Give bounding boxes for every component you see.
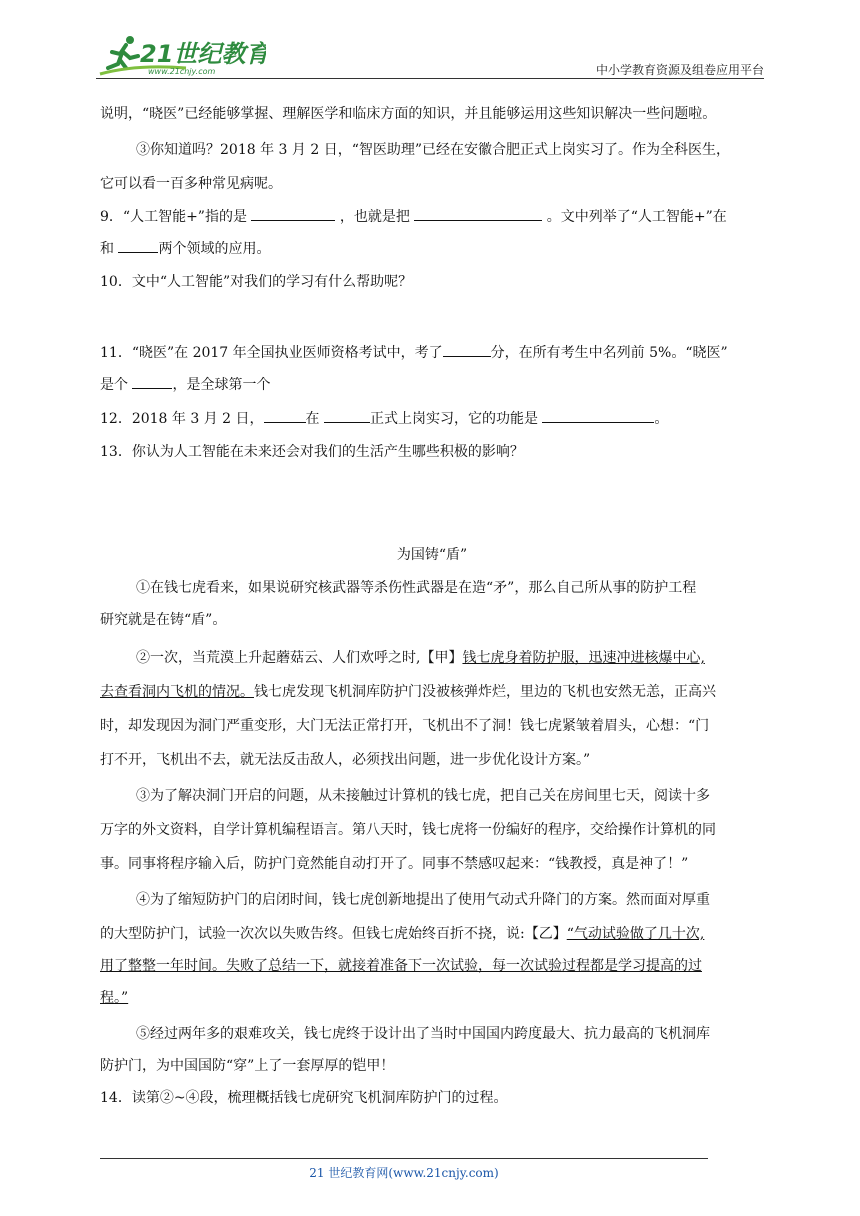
logo-text: 21世纪教育	[140, 40, 266, 68]
paragraph-line: 时，却发现因为洞门严重变形，大门无法正常打开，飞机出不了洞！钱七虎紧皱着眉头，心想：“门	[100, 718, 710, 734]
platform-name: 中小学教育资源及组卷应用平台	[595, 63, 764, 77]
page-header	[96, 34, 764, 80]
underlined-sentence-jia: 去查看洞内飞机的情况。	[100, 684, 254, 700]
question-9	[100, 206, 727, 227]
q9-text-b: ，也就是把	[339, 209, 410, 225]
paragraph-line: 研究就是在铸“盾”。	[100, 612, 227, 628]
q11-text-b: 分，在所有考生中名列前 5%。“晓医”	[490, 345, 728, 361]
paragraph-line	[100, 924, 704, 944]
runner-logo-icon	[96, 34, 266, 80]
footer-divider	[100, 1158, 708, 1159]
answer-blank[interactable]	[414, 206, 542, 221]
q9-text-a: 9．“人工智能+”指的是	[100, 209, 247, 225]
question-14: 14．读第②~④段，梳理概括钱七虎研究飞机洞库防护门的过程。	[100, 1090, 508, 1106]
question-11-cont	[100, 374, 270, 395]
paragraph-line	[100, 988, 128, 1008]
answer-blank[interactable]	[324, 408, 370, 423]
question-9-cont	[100, 238, 270, 259]
text-segment: 的大型防护门，试验一次次以失败告终。但钱七虎始终百折不挠，说:【乙】	[100, 926, 567, 942]
answer-blank[interactable]	[118, 238, 158, 253]
header-divider	[96, 78, 764, 79]
q9-text-c: 。文中列举了“人工智能+”在	[546, 209, 727, 225]
page-footer: 21 世纪教育网(www.21cnjy.com)	[309, 1166, 499, 1180]
q11-text-c: 是个	[100, 377, 128, 393]
question-10: 10．文中“人工智能”对我们的学习有什么帮助呢？	[100, 274, 413, 290]
answer-blank[interactable]	[443, 342, 491, 357]
paragraph-line: ①在钱七虎看来，如果说研究核武器等杀伤性武器是在造“矛”，那么自己所从事的防护工程	[136, 580, 697, 596]
paragraph-line: ③为了解决洞门开启的问题，从未接触过计算机的钱七虎，把自己关在房间里七天，阅读十多	[136, 788, 710, 804]
q12-text-c: 正式上岗实习，它的功能是	[369, 411, 538, 427]
question-13: 13．你认为人工智能在未来还会对我们的生活产生哪些积极的影响？	[100, 444, 524, 460]
paragraph-line: 防护门，为中国国防“穿”上了一套厚厚的铠甲！	[100, 1058, 395, 1074]
underlined-sentence-jia: 钱七虎身着防护服，迅速冲进核爆中心,	[462, 650, 705, 666]
paragraph-line	[136, 648, 705, 668]
q12-text-d: 。	[654, 411, 669, 427]
question-11	[100, 342, 728, 363]
paragraph-line: ④为了缩短防护门的启闭时间，钱七虎创新地提出了使用气动式升降门的方案。然而面对厚重	[136, 892, 710, 908]
text-segment: 钱七虎发现飞机洞库防护门没被核弹炸烂，里边的飞机也安然无恙，正高兴	[254, 684, 716, 700]
paragraph-line	[100, 956, 702, 976]
paragraph-line: 打不开，飞机出不去，就无法反击敌人，必须找出问题，进一步优化设计方案。”	[100, 752, 591, 768]
answer-blank[interactable]	[264, 408, 306, 423]
paragraph-line: ③你知道吗？2018 年 3 月 2 日，“智医助理”已经在安徽合肥正式上岗实习了。作为全科医生，	[136, 142, 731, 158]
q11-text-d: ，是全球第一个	[172, 377, 271, 393]
underlined-sentence-yi: “气动试验做了几十次,	[566, 926, 705, 942]
question-12	[100, 408, 668, 429]
answer-blank[interactable]	[132, 374, 172, 389]
q9-text-d: 和	[100, 241, 114, 257]
paragraph-line: 说明，“晓医”已经能够掌握、理解医学和临床方面的知识，并且能够运用这些知识解决一些问题啦。	[100, 106, 717, 122]
answer-blank[interactable]	[542, 408, 654, 423]
logo-url: www.21cnjy.com	[148, 67, 216, 76]
answer-blank[interactable]	[251, 206, 335, 221]
site-logo	[96, 34, 266, 80]
underlined-sentence-yi: 程。”	[100, 990, 129, 1006]
paragraph-line	[100, 682, 716, 702]
paragraph-line: 它可以看一百多种常见病呢。	[100, 176, 282, 192]
paragraph-line: 万字的外文资料，自学计算机编程语言。第八天时，钱七虎将一份编好的程序，交给操作计算机的同	[100, 822, 716, 838]
paragraph-line: 事。同事将程序输入后，防护门竟然能自动打开了。同事不禁感叹起来：“钱教授，真是神了！”	[100, 856, 689, 872]
q12-text-a: 12．2018 年 3 月 2 日，	[100, 411, 264, 427]
q9-text-e: 两个领域的应用。	[158, 241, 271, 257]
passage-title: 为国铸“盾”	[396, 547, 468, 563]
q12-text-b: 在	[305, 411, 320, 427]
q11-text-a: 11．“晓医”在 2017 年全国执业医师资格考试中，考了	[100, 345, 443, 361]
paragraph-line: ⑤经过两年多的艰难攻关，钱七虎终于设计出了当时中国国内跨度最大、抗力最高的飞机洞库	[136, 1026, 710, 1042]
text-segment: ②一次，当荒漠上升起蘑菇云、人们欢呼之时,【甲】	[136, 650, 463, 666]
underlined-sentence-yi: 用了整整一年时间。失败了总结一下，就接着准备下一次试验，每一次试验过程都是学习提高的过	[100, 958, 702, 974]
